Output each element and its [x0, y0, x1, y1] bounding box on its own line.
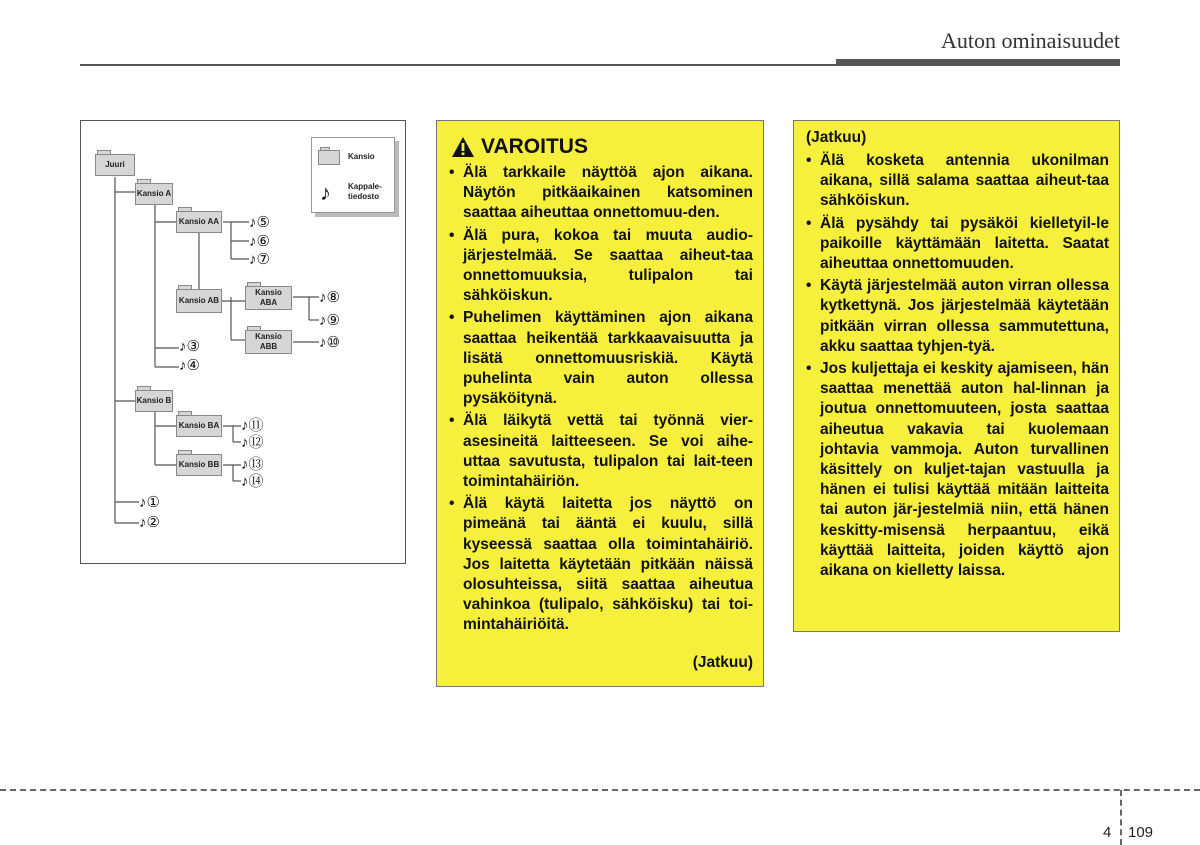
folder-bb — [176, 454, 222, 476]
continuation-item: • Älä kosketa antennia ukonilman aikana, sillä salama saattaa aiheut-taa sähköiskun. — [806, 151, 1109, 212]
folder-abb — [245, 330, 292, 354]
warning-item: • Älä käytä laitetta jos näyttö on pimeänä tai ääntä ei kuulu, sillä kyseessä saattaa olla toimintahäiriö. Jos laitetta käytetään pitkään näissä olosuhteissa, siitä saattaa aiheutua vahinkoa (tulipalo, sähköisku) tai toi-mintahäiriöitä. — [449, 494, 753, 635]
track-3: ♪③ — [179, 338, 200, 355]
track-2: ♪② — [139, 514, 160, 531]
folder-bb-label: Kansio BB — [178, 460, 220, 469]
folder-root — [95, 154, 135, 176]
diagram-legend — [311, 137, 395, 213]
folder-ab-label: Kansio AB — [178, 296, 220, 305]
folder-a-label: Kansio A — [136, 189, 172, 198]
header-rule — [80, 64, 836, 66]
section-title: Auton ominaisuudet — [940, 28, 1120, 53]
track-9: ♪⑨ — [319, 312, 340, 329]
folder-aba — [245, 286, 292, 310]
track-11: ♪⑪ — [241, 417, 264, 434]
folder-aa — [176, 211, 222, 233]
folder-b-label: Kansio B — [136, 396, 172, 405]
header-rule-accent — [836, 59, 1120, 66]
continuation-heading: (Jatkuu) — [806, 129, 867, 146]
track-14: ♪⑭ — [241, 473, 264, 490]
legend-note-icon: ♪ — [320, 180, 331, 205]
legend-folder-label: Kansio — [348, 152, 375, 161]
continuation-item: • Käytä järjestelmää auton virran ollessa kytkettynä. Jos järjestelmää käytetään pitkään virran ollessa sammutettuna, akku saattaa tyhjen-tyä. — [806, 276, 1109, 357]
folder-abb-label: Kansio ABB — [255, 332, 282, 351]
folder-root-label: Juuri — [105, 160, 125, 169]
folder-ab — [176, 289, 222, 313]
track-13: ♪⑬ — [241, 456, 264, 473]
track-8: ♪⑧ — [319, 289, 340, 306]
folder-ba-label: Kansio BA — [178, 421, 220, 430]
track-10: ♪⑩ — [319, 334, 340, 351]
track-4: ♪④ — [179, 357, 200, 374]
warning-title — [451, 135, 588, 159]
track-12: ♪⑫ — [241, 434, 264, 451]
track-5: ♪⑤ — [249, 214, 270, 231]
warning-item: • Puhelimen käyttäminen ajon aikana saattaa heikentää tarkkaavaisuutta ja lisätä onnettomuusriskiä. Käytä puhelinta vain auton ollessa pysäköitynä. — [449, 308, 753, 409]
warning-box — [436, 120, 764, 687]
warning-continued: (Jatkuu) — [692, 654, 753, 671]
continuation-item: • Älä pysähdy tai pysäköi kiellety​il-le paikoille käyttämään laitetta. Saatat aiheuttaa onnettomuuden. — [806, 214, 1109, 275]
track-1: ♪① — [139, 494, 160, 511]
warning-icon — [451, 136, 475, 158]
warning-item: • Älä läikytä vettä tai työnnä vier-asesineitä laitteeseen. Se voi aihe-uttaa savutusta, tulipalon tai lait-teen toimintahäiriön. — [449, 411, 753, 492]
chapter-number: 4 — [1103, 824, 1112, 841]
warning-title-text: VAROITUS — [481, 135, 588, 158]
continuation-list — [806, 151, 1109, 583]
warning-item: • Älä pura, kokoa tai muuta audio-järjestelmää. Se saattaa aiheut-taa onnettomuuksia, tulipalon tai sähköiskun. — [449, 226, 753, 307]
continuation-box — [793, 120, 1120, 632]
folder-ba — [176, 415, 222, 437]
track-7: ♪⑦ — [249, 251, 270, 268]
legend-file-label: Kappale- tiedosto — [348, 182, 382, 201]
page-number: 109 — [1128, 824, 1154, 841]
legend-folder-icon — [318, 150, 340, 165]
footer-rule — [0, 789, 1200, 791]
folder-aba-label: Kansio ABA — [255, 288, 282, 307]
warning-list — [449, 163, 753, 638]
folder-b — [135, 390, 173, 412]
folder-aa-label: Kansio AA — [178, 217, 220, 226]
folder-a — [135, 183, 173, 205]
footer-divider — [1120, 790, 1122, 845]
folder-tree-diagram — [80, 120, 406, 564]
warning-item: • Älä tarkkaile näyttöä ajon aikana. Näytön pitkäaikainen katsominen saattaa aiheuttaa onnettomuu-den. — [449, 163, 753, 224]
track-6: ♪⑥ — [249, 233, 270, 250]
continuation-item: • Jos kuljettaja ei keskity ajamiseen, hän saattaa menettää auton hal-linnan ja joutua onnettomuuteen, josta saattaa aiheutua vakavia tai kuolemaan johtavia vammoja. Auton turvallinen käsittely on kuljet-tajan vastuulla ja hänen ei tulisi käyttää mitään laitteita tai auton jär-jestelmiä niin, että hänen keskitty-misensä herpaantuu, eikä käyttää laitteita, joiden käyttö ajon aikana on kielletty laissa. — [806, 359, 1109, 581]
